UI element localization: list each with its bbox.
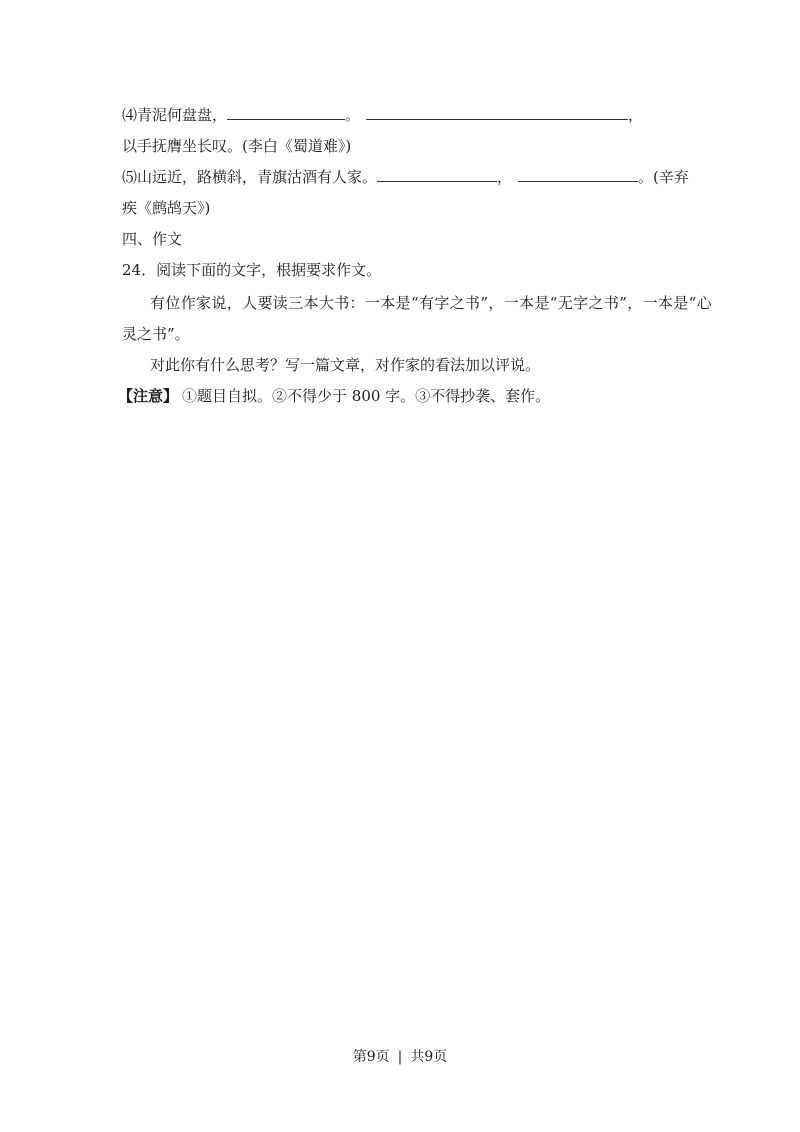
q4-blank-1 [227, 104, 345, 120]
essay-passage-line-2: 灵之书”。 [122, 325, 190, 343]
section-title: 四、作文 [122, 230, 183, 248]
page-footer [0, 1047, 800, 1067]
q5-line-2: 疾《鹧鸪天》) [122, 199, 211, 217]
q5-prefix: ⑸山远近，路横斜，青旗沽酒有人家。 [122, 168, 378, 186]
note-label: 【注意】 [118, 387, 179, 405]
page-total: 共9页 [410, 1049, 448, 1065]
essay-prompt: 对此你有什么思考？写一篇文章，对作家的看法加以评说。 [150, 356, 541, 374]
q4-line-1 [122, 104, 643, 126]
essay-heading [122, 259, 381, 281]
q4-line-2: 以手抚膺坐长叹。(李白《蜀道难》) [122, 137, 352, 155]
footer-separator: | [397, 1049, 403, 1065]
q5-suffix: 。(辛弃 [638, 168, 689, 186]
question-number: 24． [122, 261, 157, 279]
q4-mid: 。 [345, 106, 361, 124]
q5-line-1 [122, 166, 689, 188]
q4-suffix: ， [628, 106, 644, 124]
essay-instruction: 阅读下面的文字，根据要求作文。 [156, 261, 382, 279]
essay-passage-line-1: 有位作家说，人要读三本大书：一本是“有字之书”，一本是“无字之书”，一本是“心 [150, 294, 712, 312]
essay-note [118, 385, 550, 407]
q5-mid: ， [497, 168, 513, 186]
note-text: ①题目自拟。②不得少于 800 字。③不得抄袭、套作。 [182, 387, 551, 405]
q5-blank-1 [377, 166, 497, 182]
q5-blank-2 [518, 166, 638, 182]
page-current: 第9页 [352, 1049, 390, 1065]
q4-blank-2 [366, 104, 628, 120]
q4-prefix: ⑷青泥何盘盘， [122, 106, 228, 124]
